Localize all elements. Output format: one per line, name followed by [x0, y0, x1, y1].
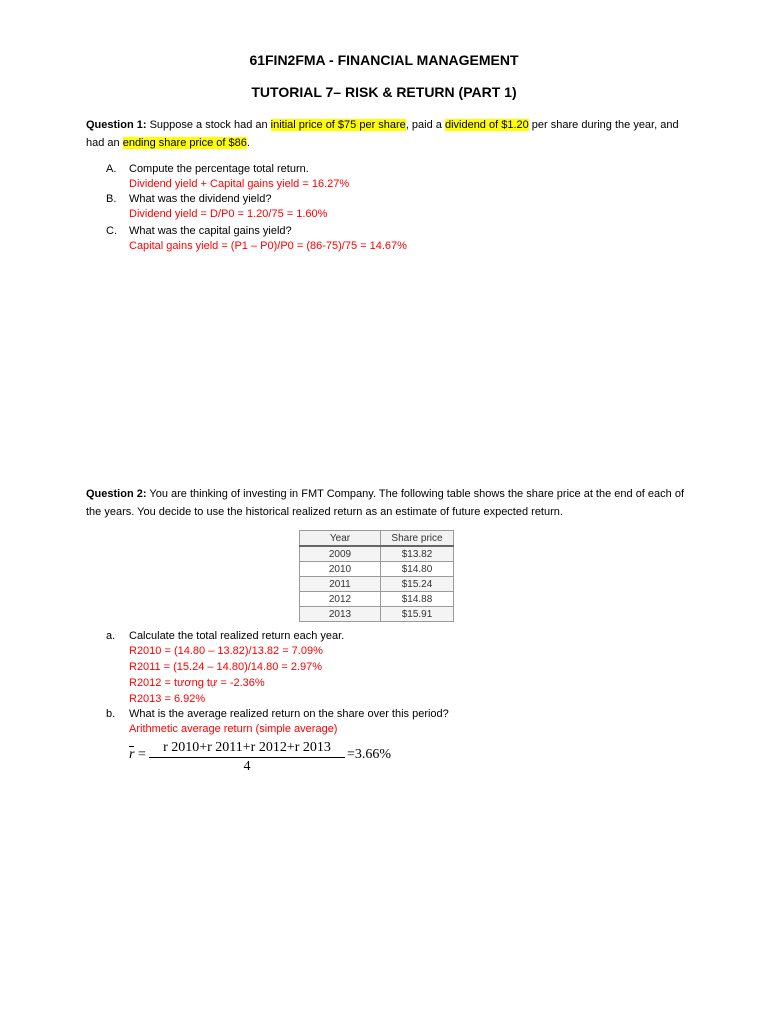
- q1-text-part: , paid a: [405, 119, 445, 131]
- formula-fraction: [149, 740, 345, 775]
- table-row: [300, 592, 454, 607]
- q1-question-a: Compute the percentage total return.: [129, 163, 309, 175]
- column-header-share-price: Share price: [381, 531, 454, 547]
- q1-answer-c: Capital gains yield = (P1 – P0)/P0 = (86-75)/75 = 14.67%: [129, 240, 407, 252]
- tutorial-title: TUTORIAL 7– RISK & RETURN (PART 1): [251, 84, 517, 100]
- question-1-text: [86, 116, 686, 152]
- year-cell: 2013: [300, 607, 381, 622]
- list-marker: b.: [106, 708, 116, 720]
- price-cell: $13.82: [381, 546, 454, 562]
- highlight-dividend: dividend of $1.20: [444, 119, 529, 131]
- q2-question-a: Calculate the total realized return each year.: [129, 630, 345, 642]
- price-cell: $14.88: [381, 592, 454, 607]
- highlight-initial-price: initial price of $75 per share: [270, 119, 406, 131]
- formula-result: =3.66%: [347, 747, 392, 762]
- share-price-table: [299, 530, 454, 622]
- list-marker: B.: [106, 193, 117, 205]
- q1-item-a: [106, 162, 309, 177]
- formula-equals: =: [138, 747, 146, 762]
- year-cell: 2012: [300, 592, 381, 607]
- q2-answer-r2013: R2013 = 6.92%: [129, 693, 206, 705]
- question-1-label: Question 1:: [86, 119, 147, 131]
- q2-question-b: What is the average realized return on the share over this period?: [129, 708, 449, 720]
- q2-answer-average-method: Arithmetic average return (simple average): [129, 723, 338, 735]
- table-row: [300, 562, 454, 577]
- q1-text-part: .: [246, 137, 250, 149]
- list-marker: C.: [106, 225, 117, 237]
- q2-answer-r2011: R2011 = (15.24 – 14.80)/14.80 = 2.97%: [129, 661, 323, 673]
- year-cell: 2010: [300, 562, 381, 577]
- table-row: [300, 607, 454, 622]
- price-cell: $14.80: [381, 562, 454, 577]
- question-2-label: Question 2:: [86, 488, 147, 500]
- year-cell: 2011: [300, 577, 381, 592]
- q1-answer-a: Dividend yield + Capital gains yield = 16.27%: [129, 178, 350, 190]
- price-cell: $15.24: [381, 577, 454, 592]
- highlight-ending-price: ending share price of $86: [122, 137, 247, 149]
- column-header-year: Year: [300, 531, 381, 547]
- q1-item-b: [106, 192, 271, 207]
- q1-item-c: [106, 224, 292, 239]
- question-2-text: [86, 485, 686, 521]
- q1-question-c: What was the capital gains yield?: [129, 225, 292, 237]
- formula-r-bar: r: [129, 747, 135, 762]
- q2-answer-r2012: R2012 = tương tự = -2.36%: [129, 677, 265, 689]
- q2-answer-r2010: R2010 = (14.80 – 13.82)/13.82 = 7.09%: [129, 645, 323, 657]
- year-cell: 2009: [300, 546, 381, 562]
- list-marker: a.: [106, 630, 116, 642]
- q2-item-b: [106, 707, 449, 722]
- list-marker: A.: [106, 163, 117, 175]
- table-row: [300, 577, 454, 592]
- table-row: [300, 546, 454, 562]
- q1-question-b: What was the dividend yield?: [129, 193, 272, 205]
- q2-text: You are thinking of investing in FMT Company. The following table shows the share price at the end of each of the years. You decide to use the historical realized return as an estimate of future expected return.: [86, 488, 685, 518]
- q2-item-a: [106, 629, 344, 644]
- formula-denominator: 4: [243, 759, 251, 774]
- q1-text-part: per share during the year, and had an: [86, 119, 679, 149]
- price-cell: $15.91: [381, 607, 454, 622]
- table-header-row: [300, 531, 454, 547]
- q1-text-part: Suppose a stock had an: [146, 119, 271, 131]
- course-title: 61FIN2FMA - FINANCIAL MANAGEMENT: [249, 52, 519, 68]
- formula-numerator: r 2010+r 2011+r 2012+r 2013: [149, 740, 345, 758]
- q1-answer-b: Dividend yield = D/P0 = 1.20/75 = 1.60%: [129, 208, 328, 220]
